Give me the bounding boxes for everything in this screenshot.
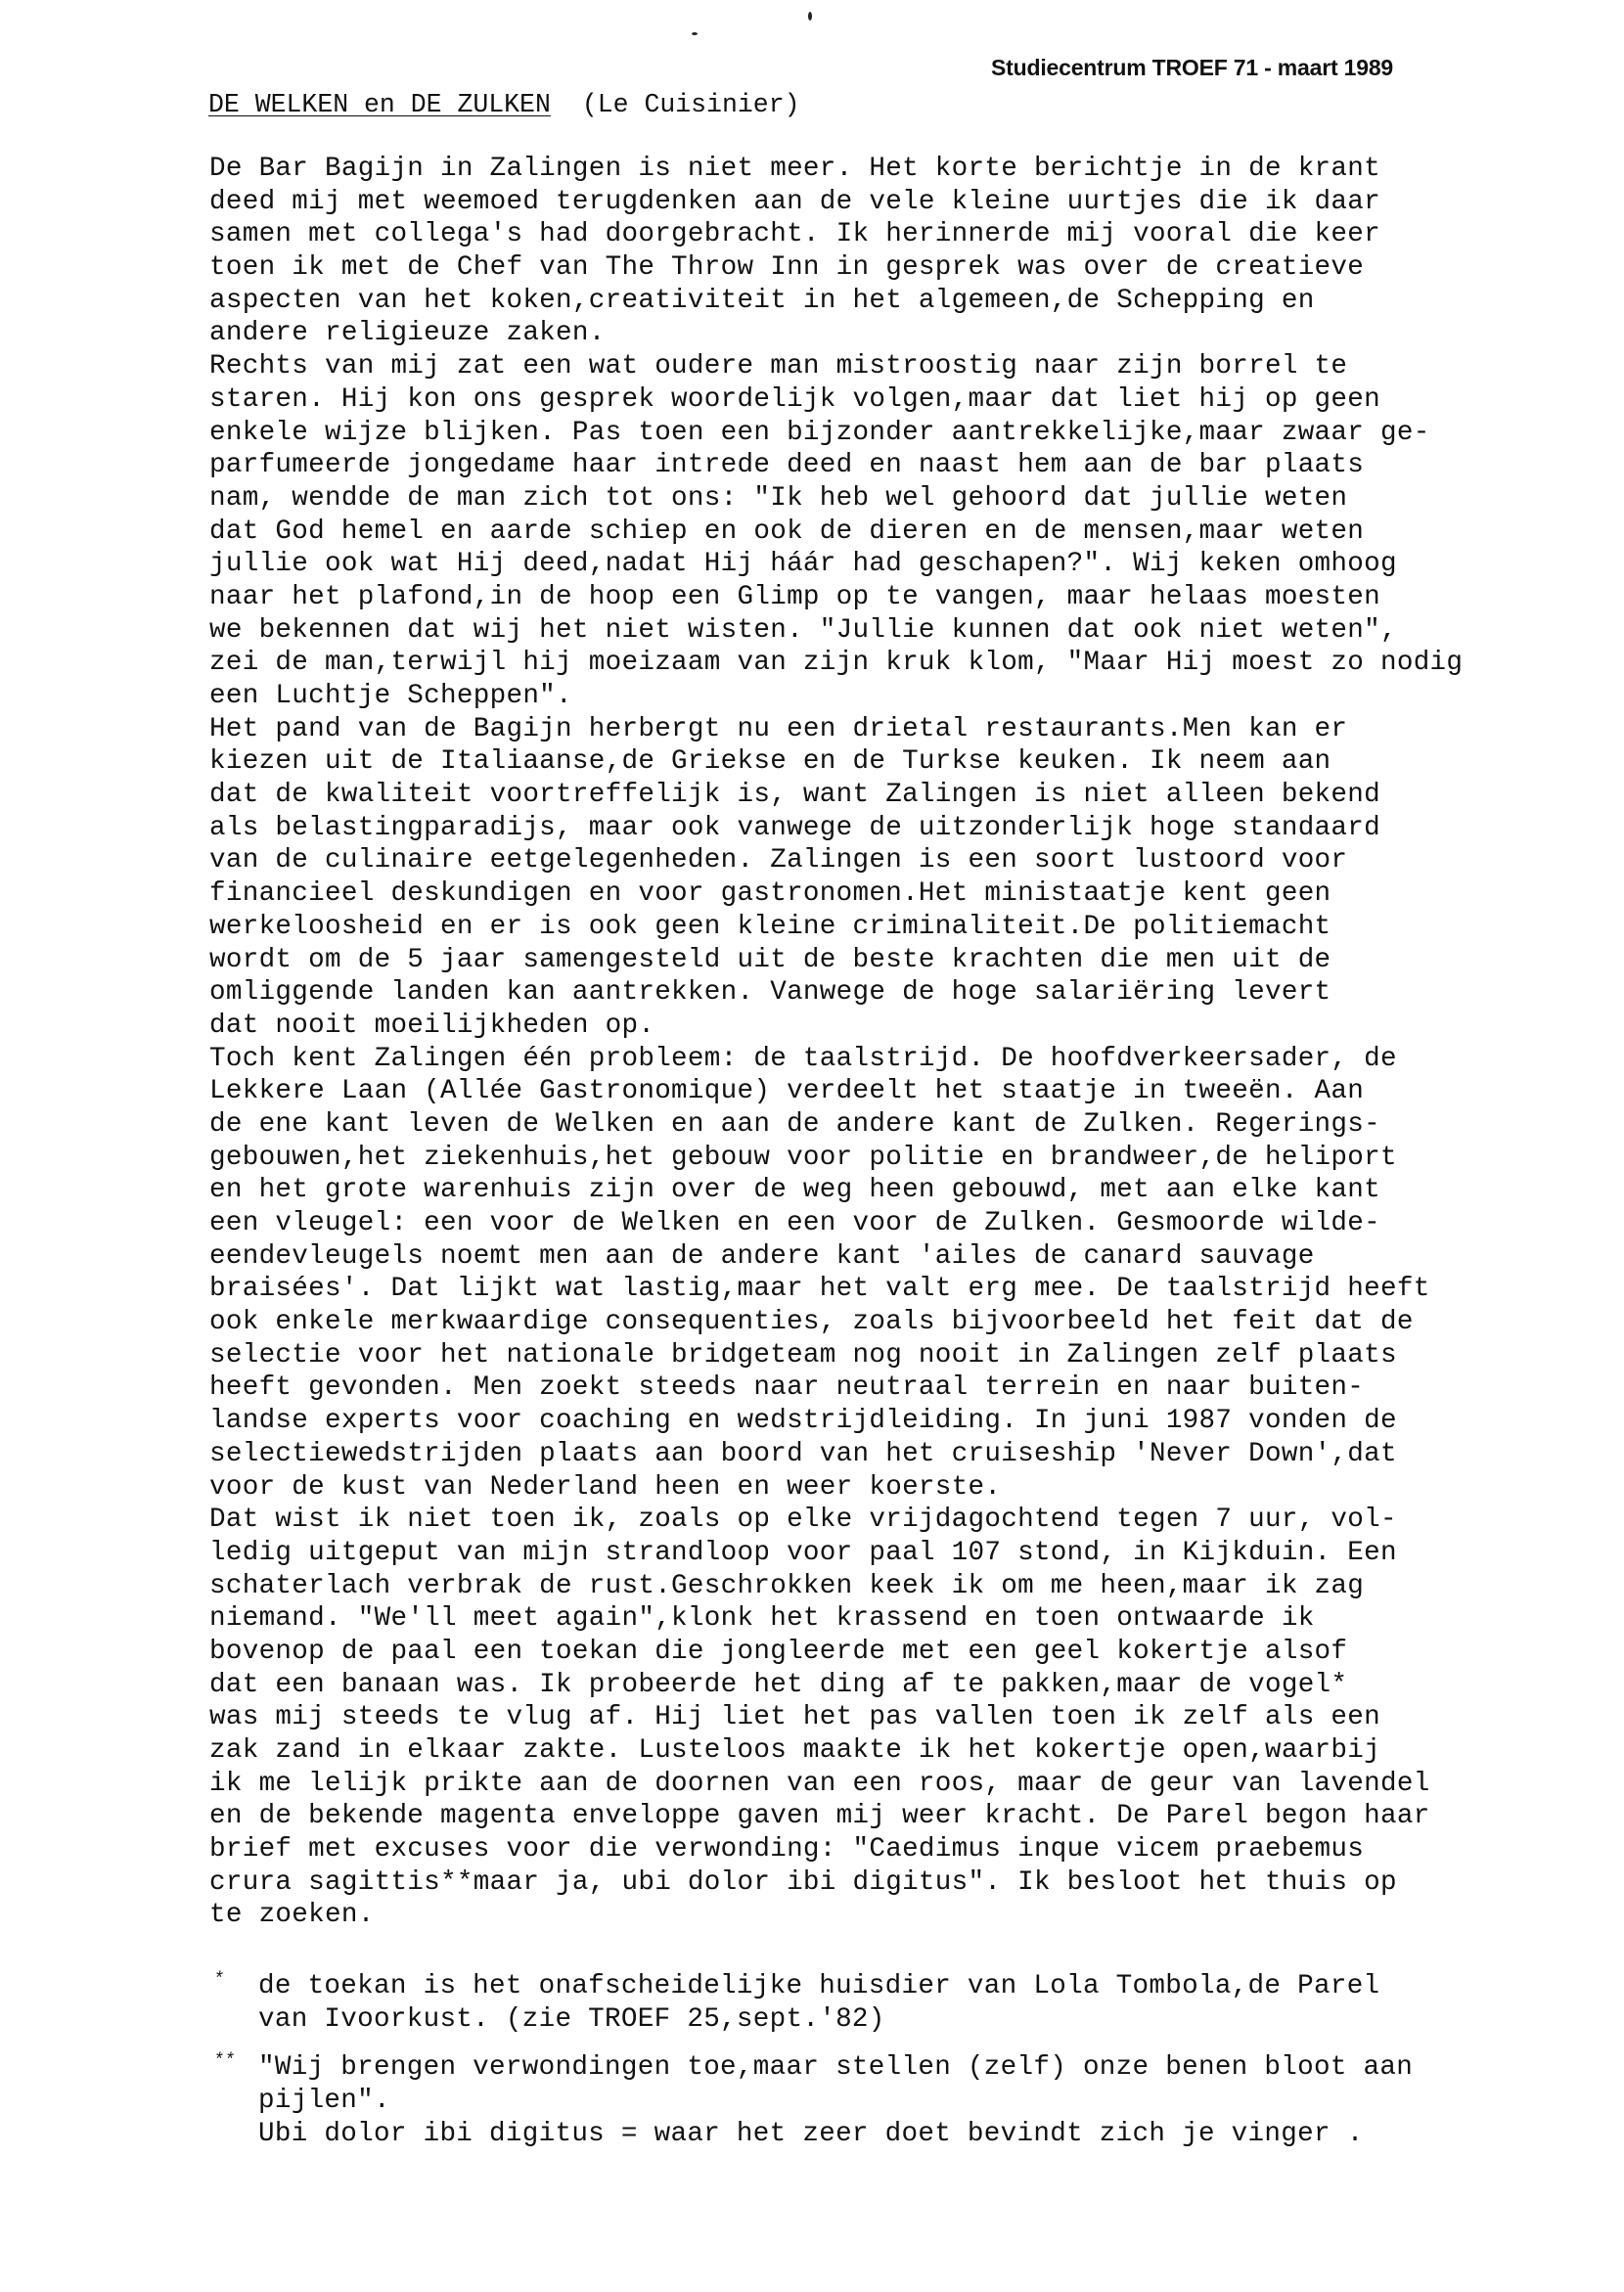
article-body	[209, 153, 1481, 1932]
body-line: aspecten van het koken,creativiteit in het algemeen,de Schepping en	[209, 285, 1315, 316]
body-line: dat een banaan was. Ik probeerde het ding af te pakken,maar de vogel*	[209, 1669, 1348, 1700]
body-line: gebouwen,het ziekenhuis,het gebouw voor politie en brandweer,de heliport	[209, 1142, 1397, 1173]
body-line: wordt om de 5 jaar samengesteld uit de beste krachten die men uit de	[209, 944, 1331, 975]
body-line: crura sagittis**maar ja, ubi dolor ibi digitus". Ik besloot het thuis op	[209, 1866, 1397, 1898]
footnote-marker: *	[213, 1970, 225, 1990]
title-main: DE WELKEN en DE ZULKEN	[208, 90, 551, 119]
footnote-line: Ubi dolor ibi digitus = waar het zeer doet bevindt zich je vinger .	[258, 2118, 1364, 2149]
body-line: brief met excuses voor die verwonding: "Caedimus inque vicem praebemus	[209, 1834, 1365, 1865]
body-line: parfumeerde jongedame haar intrede deed en naast hem aan de bar plaats	[209, 450, 1365, 481]
footnote-line: van Ivoorkust. (zie TROEF 25,sept.'82)	[258, 2003, 885, 2035]
body-line: jullie ook wat Hij deed,nadat Hij háár had geschapen?". Wij keken omhoog	[209, 549, 1397, 580]
body-line: Lekkere Laan (Allée Gastronomique) verdeelt het staatje in tweeën. Aan	[209, 1076, 1365, 1107]
scan-speck	[808, 12, 812, 21]
body-line: dat de kwaliteit voortreffelijk is, want Zalingen is niet alleen bekend	[209, 780, 1380, 811]
body-line: andere religieuze zaken.	[209, 318, 606, 349]
body-line: als belastingparadijs, maar ook vanwege de uitzonderlijk hoge standaard	[209, 812, 1380, 843]
body-line: voor de kust van Nederland heen en weer koerste.	[209, 1471, 1002, 1503]
footnote-marker: **	[213, 2051, 236, 2072]
body-line: toen ik met de Chef van The Throw Inn in gesprek was over de creatieve	[209, 252, 1365, 284]
body-line: Rechts van mij zat een wat oudere man mistroostig naar zijn borrel te	[209, 351, 1348, 382]
body-line: te zoeken.	[209, 1900, 375, 1931]
body-line: van de culinaire eetgelegenheden. Zalingen is een soort lustoord voor	[209, 845, 1348, 876]
body-line: bovenop de paal een toekan die jongleerde met een geel kokertje alsof	[209, 1636, 1348, 1667]
body-line: niemand. "We'll meet again",klonk het krassend en toen ontwaarde ik	[209, 1603, 1315, 1635]
body-line: naar het plafond,in de hoop een Glimp op te vangen, maar helaas moesten	[209, 581, 1380, 612]
body-line: enkele wijze blijken. Pas toen een bijzonder aantrekkelijke,maar zwaar ge-	[209, 417, 1430, 448]
body-line: en de bekende magenta enveloppe gaven mij weer kracht. De Parel begon haar	[209, 1801, 1430, 1832]
body-line: was mij steeds te vlug af. Hij liet het pas vallen toen ik zelf als een	[209, 1702, 1380, 1733]
body-line: staren. Hij kon ons gesprek woordelijk volgen,maar dat liet hij op geen	[209, 383, 1380, 415]
footnote-line: de toekan is het onafscheidelijke huisdier van Lola Tombola,de Parel	[258, 1971, 1380, 2001]
body-line: ledig uitgeput van mijn strandloop voor paal 107 stond, in Kijkduin. Een	[209, 1537, 1397, 1568]
body-line: kiezen uit de Italiaanse,de Griekse en de Turkse keuken. Ik neem aan	[209, 746, 1331, 778]
body-line: Het pand van de Bagijn herbergt nu een drietal restaurants.Men kan er	[209, 713, 1348, 744]
body-line: Toch kent Zalingen één probleem: de taalstrijd. De hoofdverkeersader, de	[209, 1043, 1397, 1074]
body-line: landse experts voor coaching en wedstrijdleiding. In juni 1987 vonden de	[209, 1406, 1397, 1437]
body-line: zei de man,terwijl hij moeizaam van zijn kruk klom, "Maar Hij moest zo nodig	[209, 648, 1464, 679]
body-line: braisées'. Dat lijkt wat lastig,maar het valt erg mee. De taalstrijd heeft	[209, 1274, 1430, 1305]
body-line: en het grote warenhuis zijn over de weg heen gebouwd, met aan elke kant	[209, 1175, 1380, 1206]
footnote	[209, 2051, 1481, 2150]
body-line: schaterlach verbrak de rust.Geschrokken keek ik om me heen,maar ik zag	[209, 1570, 1365, 1601]
body-line: nam, wendde de man zich tot ons: "Ik heb wel gehoord dat jullie weten	[209, 482, 1348, 514]
body-line: ook enkele merkwaardige consequenties, zoals bijvoorbeeld het feit dat de	[209, 1307, 1414, 1338]
body-line: een vleugel: een voor de Welken en een voor de Zulken. Gesmoorde wilde-	[209, 1208, 1380, 1238]
body-line: de ene kant leven de Welken en aan de andere kant de Zulken. Regerings-	[209, 1108, 1380, 1140]
body-line: dat God hemel en aarde schiep en ook de dieren en de mensen,maar weten	[209, 516, 1365, 547]
article-title	[208, 90, 800, 119]
source-header: Studiecentrum TROEF 71 - maart 1989	[991, 55, 1393, 80]
title-subtitle: (Le Cuisinier)	[581, 90, 800, 119]
body-line: omliggende landen kan aantrekken. Vanwege de hoge salariëring levert	[209, 977, 1331, 1009]
body-line: selectiewedstrijden plaats aan boord van het cruiseship 'Never Down',dat	[209, 1438, 1397, 1469]
body-line: financieel deskundigen en voor gastronomen.Het ministaatje kent geen	[209, 878, 1331, 910]
body-line: we bekennen dat wij het niet wisten. "Jullie kunnen dat ook niet weten",	[209, 614, 1397, 646]
scan-speck	[692, 32, 698, 35]
body-line: zak zand in elkaar zakte. Lusteloos maakte ik het kokertje open,waarbij	[209, 1735, 1380, 1766]
footnotes	[209, 1970, 1481, 2166]
footnote-line: pijlen".	[258, 2086, 390, 2117]
body-line: eendevleugels noemt men aan de andere kant 'ailes de canard sauvage	[209, 1240, 1315, 1272]
body-line: heeft gevonden. Men zoekt steeds naar neutraal terrein en naar buiten-	[209, 1372, 1365, 1404]
body-line: deed mij met weemoed terugdenken aan de vele kleine uurtjes die ik daar	[209, 186, 1380, 217]
body-line: De Bar Bagijn in Zalingen is niet meer. Het korte berichtje in de krant	[209, 154, 1380, 184]
footnote	[209, 1970, 1481, 2036]
body-line: Dat wist ik niet toen ik, zoals op elke vrijdagochtend tegen 7 uur, vol-	[209, 1505, 1397, 1536]
body-line: selectie voor het nationale bridgeteam nog nooit in Zalingen zelf plaats	[209, 1339, 1397, 1371]
body-line: ik me lelijk prikte aan de doornen van een roos, maar de geur van lavendel	[209, 1768, 1430, 1799]
body-line: dat nooit moeilijkheden op.	[209, 1010, 655, 1041]
body-line: een Luchtje Scheppen".	[209, 681, 572, 711]
body-line: samen met collega's had doorgebracht. Ik herinnerde mij vooral die keer	[209, 219, 1380, 250]
body-line: werkeloosheid en er is ook geen kleine criminaliteit.De politiemacht	[209, 911, 1331, 942]
footnote-line: "Wij brengen verwondingen toe,maar stellen (zelf) onze benen bloot aan	[258, 2052, 1414, 2084]
